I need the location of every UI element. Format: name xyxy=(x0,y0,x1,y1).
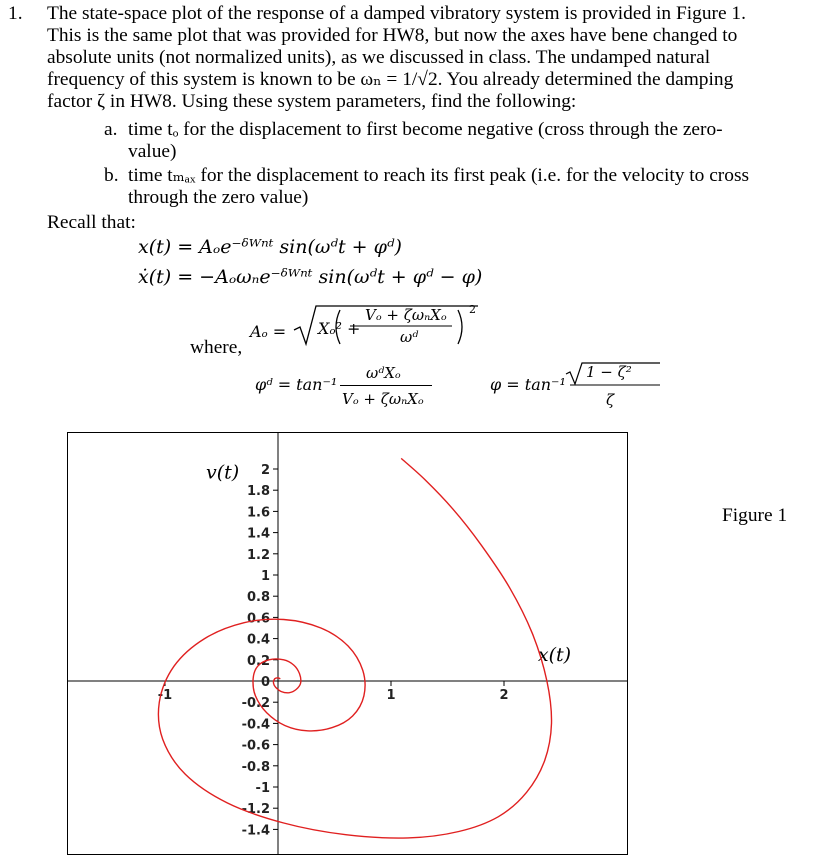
y-tick-label: 1.6 xyxy=(246,505,270,521)
phid-fraction-bar xyxy=(340,385,432,386)
problem-line-5: factor ζ in HW8. Using these system parameters, find the following: xyxy=(47,91,577,112)
y-tick-label: -1.2 xyxy=(241,802,270,818)
ao-lhs: Aₒ = xyxy=(250,322,287,341)
phi-numerator: 1 − ζ² xyxy=(586,363,632,381)
figure-label: Figure 1 xyxy=(722,505,788,526)
part-b-label: b. xyxy=(104,165,119,186)
y-tick-label: -1.4 xyxy=(241,823,270,839)
part-a-label: a. xyxy=(104,119,118,140)
phi-denominator: ζ xyxy=(606,391,615,409)
where-label: where, xyxy=(190,337,243,358)
recall-label: Recall that: xyxy=(47,212,136,233)
x-axis-title: x(t) xyxy=(537,644,572,666)
y-tick-label: 0.2 xyxy=(246,653,270,669)
y-tick-label: 1.8 xyxy=(246,484,270,500)
problem-line-2: This is the same plot that was provided for HW8, but now the axes have bene changed to xyxy=(47,25,738,46)
x-tick-label: -1 xyxy=(157,688,173,703)
y-tick-label: 0.4 xyxy=(246,632,270,648)
state-space-plot xyxy=(67,432,628,855)
phid-lhs: φᵈ = tan⁻¹ xyxy=(255,375,338,394)
phid-denominator: Vₒ + ζωₙXₒ xyxy=(342,390,424,408)
y-tick-label: 1.2 xyxy=(246,547,270,563)
phi-lhs: φ = tan⁻¹ xyxy=(490,375,566,394)
part-a-line-1: time tₒ for the displacement to first become negative (cross through the zero- xyxy=(128,119,723,140)
part-a-line-2: value) xyxy=(128,141,177,162)
problem-line-4: frequency of this system is known to be ωₙ = 1/√2. You already determined the damping xyxy=(47,69,734,90)
y-tick-label: -1 xyxy=(255,781,270,796)
y-tick-label: 0.8 xyxy=(246,590,270,606)
ao-fraction-denominator: ωᵈ xyxy=(400,328,419,346)
equation-displacement: x(t) = Aₒe⁻ᵟᵂⁿᵗ sin(ωᵈt + φᵈ) xyxy=(138,236,402,258)
y-tick-label: 1 xyxy=(260,569,270,584)
part-b-line-2: through the zero value) xyxy=(128,187,309,208)
ao-fraction-numerator: Vₒ + ζωₙXₒ xyxy=(365,306,447,324)
problem-number: 1. xyxy=(8,3,23,24)
x-tick-label: 1 xyxy=(386,688,396,703)
equation-velocity: ẋ(t) = −Aₒωₙe⁻ᵟᵂⁿᵗ sin(ωᵈt + φᵈ − φ) xyxy=(138,266,483,288)
y-tick-label: 1.4 xyxy=(246,526,270,542)
ao-radicand: Xₒ² + xyxy=(318,319,361,338)
trajectory-line xyxy=(158,458,551,838)
problem-line-1: The state-space plot of the response of a damped vibratory system is provided in Figure 1. xyxy=(47,3,746,24)
y-tick-label: 2 xyxy=(260,463,270,478)
y-tick-label: -0.2 xyxy=(241,696,270,712)
problem-line-3: absolute units (not normalized units), as we discussed in class. The undamped natural xyxy=(47,47,711,68)
y-tick-label: -0.8 xyxy=(241,759,270,775)
part-b-line-1: time tₘₐₓ for the displacement to reach its first peak (i.e. for the velocity to cross xyxy=(128,165,750,186)
x-tick-label: 2 xyxy=(499,688,509,703)
ao-exponent: 2 xyxy=(469,303,476,316)
y-tick-label: -0.4 xyxy=(241,717,270,733)
chart-canvas xyxy=(68,433,628,855)
y-tick-label: -0.6 xyxy=(241,738,270,754)
y-tick-label: 0.6 xyxy=(246,611,270,627)
y-tick-label: 0 xyxy=(260,675,270,690)
y-axis-title: v(t) xyxy=(206,461,240,484)
phid-numerator: ωᵈXₒ xyxy=(366,364,401,382)
